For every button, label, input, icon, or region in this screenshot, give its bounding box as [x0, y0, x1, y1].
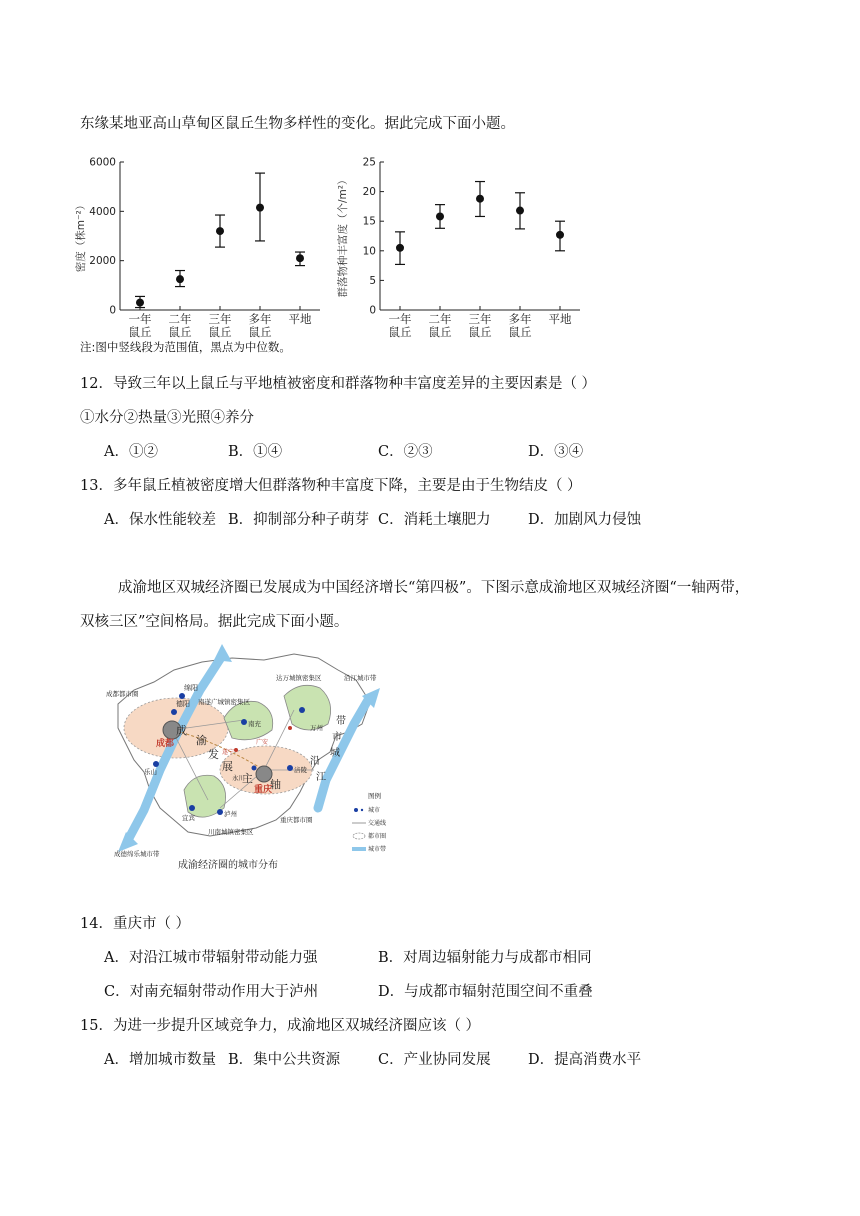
map-label-guangan: 广安	[256, 739, 269, 746]
map-label-nanbei: 南遂广城镇密集区	[198, 698, 250, 706]
map-belt-jiang: 江	[316, 772, 326, 783]
q14-option-d[interactable]: D．与成都市辐射范围空间不重叠	[378, 984, 593, 1000]
x-tick-label: 鼠丘	[468, 325, 492, 339]
x-tick-label: 多年	[248, 312, 272, 326]
map-belt-shi: 市	[332, 732, 342, 743]
intro-text-2b: 双核三区”空间格局。据此完成下面小题。	[80, 614, 349, 630]
map-axis-zhu: 主	[242, 772, 253, 785]
q14-option-a[interactable]: A．对沿江城市带辐射带动能力强	[104, 950, 318, 966]
x-tick-label: 三年	[208, 312, 232, 326]
map-label-fuling: 涪陵	[294, 766, 307, 774]
map-label-leshan: 乐山	[144, 768, 157, 776]
q15-option-a[interactable]: A．增加城市数量	[104, 1052, 216, 1068]
median-point	[396, 244, 404, 252]
legend-belt: 城市带	[368, 846, 387, 853]
q14-stem: 14．重庆市（ ）	[80, 916, 191, 932]
y-axis-label: 群落物种丰富度（个/m²）	[337, 174, 349, 298]
q12-option-a[interactable]: A．①②	[104, 444, 158, 460]
x-tick-label: 多年	[508, 312, 532, 326]
x-tick-label: 一年	[388, 312, 412, 326]
map-label-yanjiang: 沿江城市带	[344, 674, 377, 682]
q15-option-d[interactable]: D．提高消费水平	[528, 1052, 642, 1068]
median-point	[476, 195, 484, 203]
richness-chart-svg	[330, 150, 590, 340]
intro-text-1: 东缘某地亚高山草甸区鼠丘生物多样性的变化。据此完成下面小题。	[80, 116, 515, 132]
y-tick-label: 20	[362, 186, 376, 199]
x-tick-label: 鼠丘	[168, 325, 192, 339]
legend-traffic: 交通线	[368, 820, 387, 827]
map-label-chengdele: 成德绵乐城市带	[114, 850, 160, 858]
map-axis-fa: 发	[208, 748, 219, 761]
median-point	[296, 254, 304, 262]
q12-option-c[interactable]: C．②③	[378, 444, 433, 460]
x-tick-label: 鼠丘	[128, 325, 152, 339]
x-tick-label: 三年	[468, 312, 492, 326]
x-tick-label: 二年	[168, 312, 192, 326]
q13-option-d[interactable]: D．加剧风力侵蚀	[528, 512, 642, 528]
median-point	[216, 227, 224, 235]
map-label-wanzhou: 万州	[310, 724, 323, 732]
y-tick-label: 25	[362, 156, 376, 169]
y-tick-label: 15	[362, 215, 376, 228]
chengyu-map-svg	[104, 640, 400, 872]
map-axis-cheng: 成	[176, 724, 187, 737]
map-label-yongchuan: 永川	[232, 774, 245, 782]
map-belt-yan: 沿	[310, 756, 320, 767]
map-belt-cheng: 城	[330, 748, 340, 759]
y-tick-label: 0	[369, 304, 376, 317]
q12-stem: 12．导致三年以上鼠丘与平地植被密度和群落物种丰富度差异的主要因素是（ ）	[80, 376, 597, 392]
legend-title: 图例	[368, 792, 381, 800]
q15-stem: 15．为进一步提升区域竞争力，成渝地区双城经济圈应该（ ）	[80, 1018, 481, 1034]
map-axis-zhou: 轴	[270, 778, 281, 791]
x-tick-label: 鼠丘	[208, 325, 232, 339]
map-axis-zhan: 展	[222, 760, 233, 773]
y-tick-label: 0	[109, 304, 116, 317]
q14-option-c[interactable]: C．对南充辐射带动作用大于泸州	[104, 984, 319, 1000]
y-axis-label: 密度（株m⁻²）	[75, 199, 87, 273]
median-point	[516, 207, 524, 215]
q13-option-c[interactable]: C．消耗土壤肥力	[378, 512, 491, 528]
map-label-chuannan: 川南城镇密集区	[208, 828, 254, 836]
map-label-chengdu: 成都	[156, 739, 175, 749]
q15-option-b[interactable]: B．集中公共资源	[228, 1052, 341, 1068]
map-axis-yu: 渝	[196, 734, 207, 747]
density-chart-svg	[70, 150, 330, 340]
chart-note: 注:图中竖线段为范围值，黑点为中位数。	[80, 340, 291, 354]
x-tick-label: 一年	[128, 312, 152, 326]
map-label-yibin: 宜宾	[182, 814, 195, 822]
map-label-luzhou: 泸州	[224, 810, 237, 818]
q13-option-b[interactable]: B．抑制部分种子萌芽	[228, 512, 370, 528]
map-label-mianyang: 绵阳	[184, 684, 198, 692]
x-tick-label: 鼠丘	[248, 325, 272, 339]
map-label-chengdu-area: 成都都市圈	[106, 690, 139, 698]
legend-city: 城市	[368, 807, 381, 814]
map-label-nanchong: 南充	[248, 720, 261, 728]
map-label-deyang: 德阳	[176, 700, 190, 708]
map-label-suining: 遂宁	[222, 749, 235, 756]
x-tick-label: 平地	[288, 312, 312, 326]
x-tick-label: 鼠丘	[508, 325, 532, 339]
median-point	[256, 204, 264, 212]
q12-option-b[interactable]: B．①④	[228, 444, 283, 460]
x-tick-label: 鼠丘	[388, 325, 412, 339]
median-point	[176, 275, 184, 283]
y-tick-label: 2000	[89, 255, 116, 268]
y-tick-label: 10	[362, 245, 376, 258]
map-caption: 成渝经济圈的城市分布	[178, 860, 278, 871]
q12-items: ①水分②热量③光照④养分	[80, 410, 254, 426]
q15-option-c[interactable]: C．产业协同发展	[378, 1052, 491, 1068]
x-tick-label: 鼠丘	[428, 325, 452, 339]
map-label-chongqing-area: 重庆都市圈	[280, 816, 313, 824]
q14-option-b[interactable]: B．对周边辐射能力与成都市相同	[378, 950, 592, 966]
y-tick-label: 6000	[89, 156, 116, 169]
y-tick-label: 5	[369, 274, 376, 287]
y-tick-label: 4000	[89, 205, 116, 218]
density-chart	[70, 150, 330, 340]
median-point	[556, 231, 564, 239]
x-tick-label: 平地	[548, 312, 572, 326]
chengyu-map	[104, 640, 400, 872]
median-point	[436, 212, 444, 220]
x-tick-label: 二年	[428, 312, 452, 326]
q12-option-d[interactable]: D．③④	[528, 444, 584, 460]
q13-stem: 13．多年鼠丘植被密度增大但群落物种丰富度下降，主要是由于生物结皮（ ）	[80, 478, 582, 494]
intro-text-2a: 成渝地区双城经济圈已发展成为中国经济增长“第四极”。下图示意成渝地区双城经济圈“一轴两带，	[118, 580, 750, 596]
richness-chart	[330, 150, 590, 340]
map-label-dawan: 达万城镇密集区	[276, 674, 322, 682]
legend-metro: 都市圈	[368, 833, 387, 840]
q13-option-a[interactable]: A．保水性能较差	[104, 512, 216, 528]
median-point	[136, 299, 144, 307]
map-belt-dai: 带	[336, 716, 346, 727]
map-legend	[352, 791, 386, 853]
map-label-chongqing: 重庆	[254, 785, 273, 795]
